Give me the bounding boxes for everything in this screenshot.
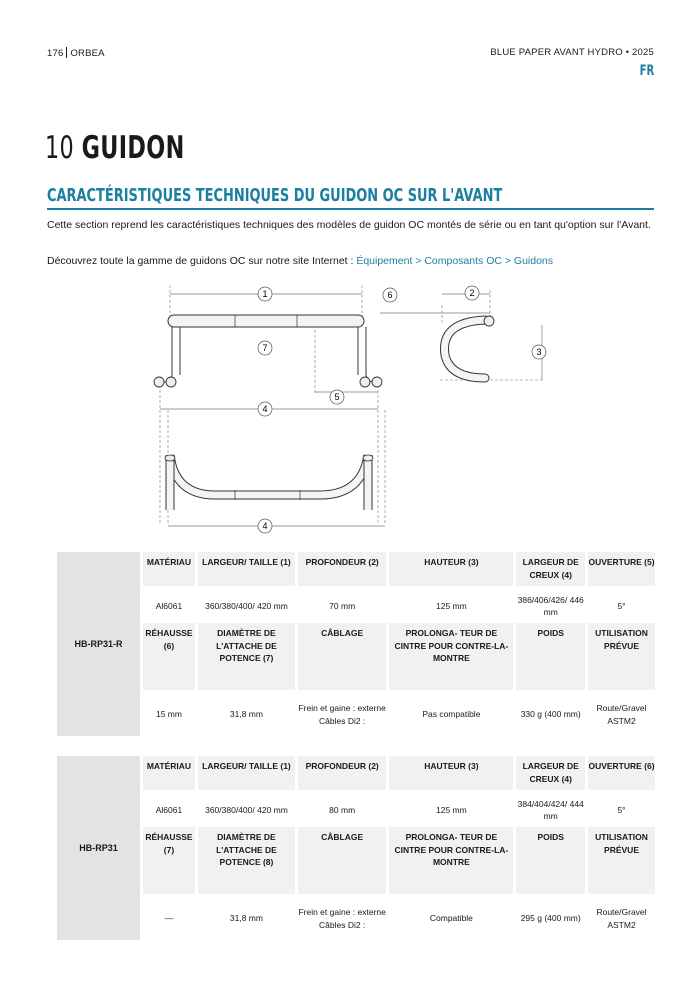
- header-cell: POIDS: [513, 827, 585, 897]
- value-cell: 384/404/424/ 444 mm: [513, 793, 585, 827]
- value-cell: 125 mm: [386, 589, 513, 623]
- value-cell: 125 mm: [386, 793, 513, 827]
- header-cell: HAUTEUR (3): [386, 756, 513, 793]
- value-cell: 360/380/400/ 420 mm: [195, 589, 295, 623]
- header-cell: POIDS: [513, 623, 585, 693]
- discover-paragraph: [47, 254, 654, 269]
- header-cell: UTILISATION PRÉVUE: [585, 623, 655, 693]
- callout-6: [383, 288, 397, 302]
- value-cell: Route/Gravel ASTM2: [585, 693, 655, 736]
- value-cell: Pas compatible: [386, 693, 513, 736]
- value-cell: Al6061: [140, 793, 195, 827]
- chapter-number: 10: [45, 130, 75, 166]
- header-cell: OUVERTURE (6): [585, 756, 655, 793]
- header-cell: RÉHAUSSE (6): [140, 623, 195, 693]
- value-cell: 15 mm: [140, 693, 195, 736]
- header-cell: DIAMÈTRE DE L'ATTACHE DE POTENCE (8): [195, 827, 295, 897]
- chapter-title: [45, 130, 185, 166]
- value-cell: 31,8 mm: [195, 693, 295, 736]
- callout-1: [258, 287, 272, 301]
- callout-5: [330, 390, 344, 404]
- spec-table-hb-rp31: [57, 756, 655, 940]
- header-cell: PROFONDEUR (2): [295, 756, 386, 793]
- svg-text:2: 2: [469, 288, 475, 298]
- value-cell: Route/Gravel ASTM2: [585, 897, 655, 940]
- callout-2: [465, 286, 479, 300]
- header-cell: HAUTEUR (3): [386, 552, 513, 589]
- header-cell: CÂBLAGE: [295, 623, 386, 693]
- svg-text:3: 3: [536, 347, 542, 357]
- header-cell: LARGEUR/ TAILLE (1): [195, 756, 295, 793]
- value-cell: Al6061: [140, 589, 195, 623]
- header-cell: PROFONDEUR (2): [295, 552, 386, 589]
- svg-text:4: 4: [262, 404, 268, 414]
- callout-7: [258, 341, 272, 355]
- header-cell: CÂBLAGE: [295, 827, 386, 897]
- page-number: 176: [47, 48, 64, 59]
- header-cell: LARGEUR DE CREUX (4): [513, 552, 585, 589]
- header-cell: LARGEUR/ TAILLE (1): [195, 552, 295, 589]
- value-cell: 80 mm: [295, 793, 386, 827]
- header-cell: MATÉRIAU: [140, 552, 195, 589]
- handlebar-diagram: [140, 280, 560, 542]
- header-cell: OUVERTURE (5): [585, 552, 655, 589]
- language-tag: FR: [639, 63, 654, 79]
- chapter-name: GUIDON: [81, 130, 185, 166]
- value-cell: 5°: [585, 589, 655, 623]
- value-cell: Frein et gaine : externe Câbles Di2 :: [295, 693, 386, 736]
- callout-4-top: [258, 402, 272, 416]
- section-title: CARACTÉRISTIQUES TECHNIQUES DU GUIDON OC SUR L'AVANT: [47, 185, 503, 206]
- header-cell: RÉHAUSSE (7): [140, 827, 195, 897]
- handlebar-front-view: [165, 455, 373, 510]
- header-cell: LARGEUR DE CREUX (4): [513, 756, 585, 793]
- value-cell: 70 mm: [295, 589, 386, 623]
- svg-text:5: 5: [334, 392, 340, 402]
- header-divider: [66, 47, 67, 58]
- spec-table-hb-rp31-r: [57, 552, 655, 736]
- svg-text:6: 6: [387, 290, 393, 300]
- value-cell: 31,8 mm: [195, 897, 295, 940]
- header-cell: DIAMÈTRE DE L'ATTACHE DE POTENCE (7): [195, 623, 295, 693]
- value-cell: 330 g (400 mm): [513, 693, 585, 736]
- discover-text: Découvrez toute la gamme de guidons OC sur notre site Internet :: [47, 255, 357, 267]
- value-cell: Frein et gaine : externe Câbles Di2 :: [295, 897, 386, 940]
- header-cell: PROLONGA- TEUR DE CINTRE POUR CONTRE-LA- MONTRE: [386, 827, 513, 897]
- value-cell: Compatible: [386, 897, 513, 940]
- handlebar-side-view: [445, 316, 495, 378]
- value-cell: 386/406/426/ 446 mm: [513, 589, 585, 623]
- publication-title: BLUE PAPER AVANT HYDRO • 2025: [490, 47, 654, 58]
- header-cell: PROLONGA- TEUR DE CINTRE POUR CONTRE-LA- MONTRE: [386, 623, 513, 693]
- discover-link[interactable]: Équipement > Composants OC > Guidons: [356, 255, 554, 267]
- page-header-left: [47, 47, 105, 59]
- value-cell: 295 g (400 mm): [513, 897, 585, 940]
- intro-paragraph: Cette section reprend les caractéristiques techniques des modèles de guidon OC montés de série ou en tant qu'option sur l'Avant.: [47, 219, 651, 231]
- callout-4-bottom: [258, 519, 272, 533]
- brand-name: ORBEA: [70, 48, 105, 59]
- model-name: HB-RP31-R: [57, 552, 140, 736]
- svg-text:1: 1: [262, 289, 268, 299]
- callout-3: [532, 345, 546, 359]
- svg-text:4: 4: [262, 521, 268, 531]
- value-cell: 360/380/400/ 420 mm: [195, 793, 295, 827]
- svg-text:7: 7: [262, 343, 268, 353]
- header-cell: UTILISATION PRÉVUE: [585, 827, 655, 897]
- value-cell: —: [140, 897, 195, 940]
- value-cell: 5°: [585, 793, 655, 827]
- header-cell: MATÉRIAU: [140, 756, 195, 793]
- section-divider: [47, 208, 654, 210]
- model-name: HB-RP31: [57, 756, 140, 940]
